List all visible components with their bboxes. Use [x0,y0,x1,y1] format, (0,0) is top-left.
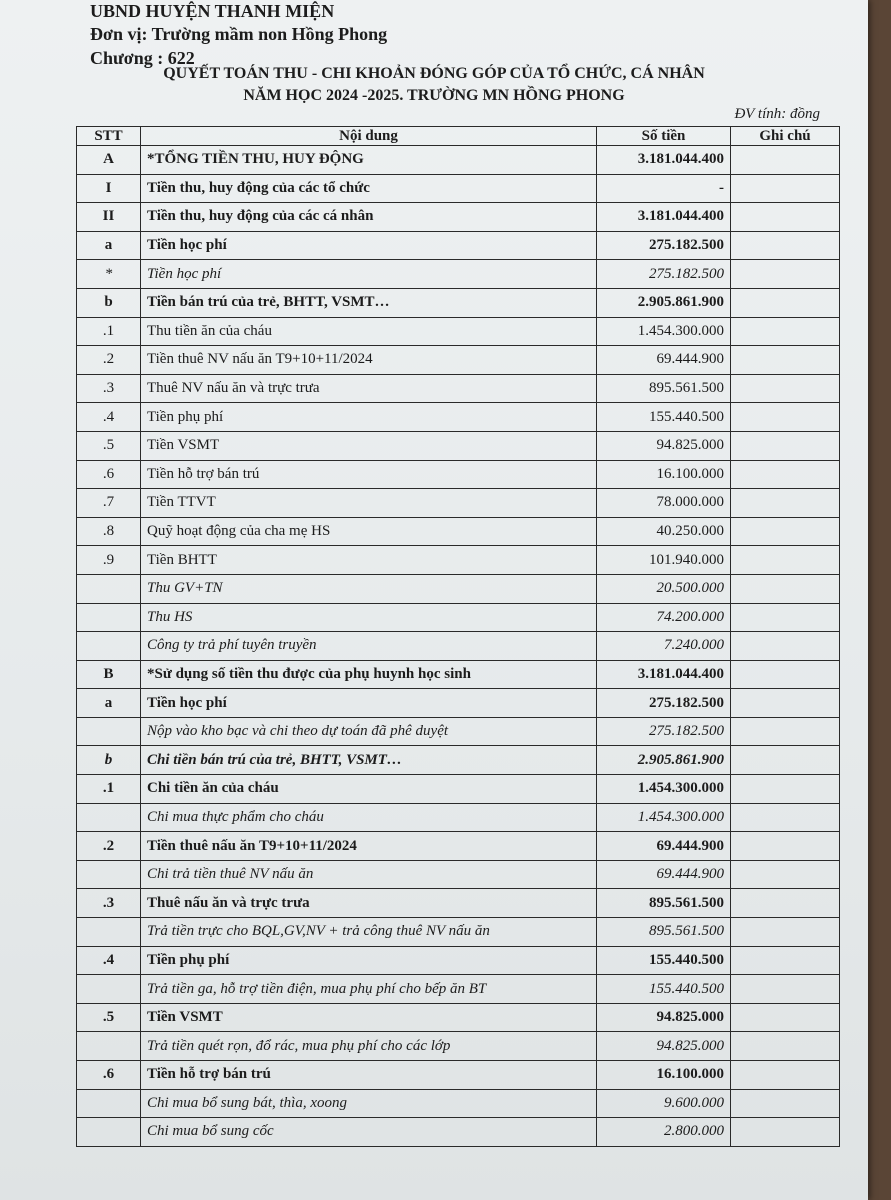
table-row [77,374,840,403]
row-stt-cell: b [77,288,141,317]
table-row [77,975,840,1004]
row-content-cell: Tiền thu, huy động của các tổ chức [141,174,597,203]
row-note-cell [731,346,840,375]
row-content-cell: Tiền BHTT [141,546,597,575]
row-amount-cell: 101.940.000 [597,546,731,575]
row-content-cell: Tiền phụ phí [141,946,597,975]
table-row [77,946,840,975]
row-stt-cell [77,1089,141,1118]
row-stt-cell: .8 [77,517,141,546]
row-amount-cell: 155.440.500 [597,975,731,1004]
row-content-cell: Nộp vào kho bạc và chi theo dự toán đã phê duyệt [141,717,597,746]
table-row [77,1089,840,1118]
row-content-cell: Quỹ hoạt động của cha mẹ HS [141,517,597,546]
row-stt-cell [77,632,141,661]
row-stt-cell [77,1118,141,1147]
row-content-cell: Tiền bán trú của trẻ, BHTT, VSMT… [141,288,597,317]
row-content-cell: Trả tiền trực cho BQL,GV,NV + trả công thuê NV nấu ăn [141,918,597,947]
row-note-cell [731,860,840,889]
row-amount-cell: 1.454.300.000 [597,317,731,346]
row-amount-cell: 895.561.500 [597,374,731,403]
row-content-cell: Trả tiền quét rọn, đổ rác, mua phụ phí cho các lớp [141,1032,597,1061]
row-note-cell [731,1118,840,1147]
row-stt-cell: .9 [77,546,141,575]
row-note-cell [731,374,840,403]
table-row [77,889,840,918]
row-stt-cell: .1 [77,775,141,804]
row-amount-cell: 2.905.861.900 [597,288,731,317]
row-content-cell: Chi mua bổ sung bát, thìa, xoong [141,1089,597,1118]
settlement-table [76,126,840,1147]
row-stt-cell: .3 [77,889,141,918]
currency-unit: ĐV tính: đồng [734,106,820,122]
row-stt-cell: * [77,260,141,289]
row-amount-cell: 1.454.300.000 [597,775,731,804]
row-stt-cell [77,803,141,832]
table-row [77,288,840,317]
table-row [77,203,840,232]
row-content-cell: Trả tiền ga, hỗ trợ tiền điện, mua phụ phí cho bếp ăn BT [141,975,597,1004]
row-amount-cell: 895.561.500 [597,918,731,947]
table-row [77,146,840,175]
row-content-cell: Tiền học phí [141,260,597,289]
row-note-cell [731,946,840,975]
row-note-cell [731,317,840,346]
row-note-cell [731,546,840,575]
row-amount-cell: 275.182.500 [597,689,731,718]
row-note-cell [731,632,840,661]
row-note-cell [731,889,840,918]
row-content-cell: Thu tiền ăn của cháu [141,317,597,346]
row-content-cell: *Sử dụng số tiền thu được của phụ huynh học sinh [141,660,597,689]
table-row [77,832,840,861]
row-note-cell [731,1032,840,1061]
table-row [77,574,840,603]
table-row [77,1032,840,1061]
row-note-cell [731,260,840,289]
row-stt-cell: .5 [77,1003,141,1032]
row-note-cell [731,403,840,432]
row-content-cell: Chi tiền ăn của cháu [141,775,597,804]
row-content-cell: Thu HS [141,603,597,632]
table-row [77,1003,840,1032]
row-amount-cell: 1.454.300.000 [597,803,731,832]
row-content-cell: Tiền VSMT [141,431,597,460]
row-content-cell: Chi mua bổ sung cốc [141,1118,597,1147]
table-row [77,603,840,632]
table-row [77,489,840,518]
row-amount-cell: 7.240.000 [597,632,731,661]
row-content-cell: Tiền hỗ trợ bán trú [141,1061,597,1090]
row-stt-cell [77,860,141,889]
row-stt-cell: A [77,146,141,175]
row-note-cell [731,231,840,260]
row-stt-cell [77,975,141,1004]
row-stt-cell [77,717,141,746]
table-row [77,660,840,689]
table-row [77,346,840,375]
table-row [77,546,840,575]
row-amount-cell: 40.250.000 [597,517,731,546]
row-content-cell: Tiền VSMT [141,1003,597,1032]
row-stt-cell: .2 [77,832,141,861]
row-content-cell: Chi tiền bán trú của trẻ, BHTT, VSMT… [141,746,597,775]
row-note-cell [731,1003,840,1032]
chapter-code: Chương : 622 [90,48,195,68]
agency-name: UBND HUYỆN THANH MIỆN [90,1,335,21]
row-content-cell: Tiền thuê NV nấu ăn T9+10+11/2024 [141,346,597,375]
row-stt-cell: .7 [77,489,141,518]
row-amount-cell: 20.500.000 [597,574,731,603]
row-note-cell [731,174,840,203]
row-stt-cell [77,574,141,603]
unit-name: Đơn vị: Trường mầm non Hồng Phong [90,24,388,44]
table-row [77,689,840,718]
row-amount-cell: 155.440.500 [597,946,731,975]
row-stt-cell: a [77,689,141,718]
row-stt-cell [77,603,141,632]
row-stt-cell: b [77,746,141,775]
row-note-cell [731,918,840,947]
row-amount-cell: 155.440.500 [597,403,731,432]
row-content-cell: Chi mua thực phẩm cho cháu [141,803,597,832]
row-content-cell: Tiền thuê nấu ăn T9+10+11/2024 [141,832,597,861]
column-header-content: Nội dung [141,127,597,146]
row-amount-cell: 3.181.044.400 [597,146,731,175]
table-row [77,231,840,260]
row-note-cell [731,574,840,603]
row-amount-cell: 94.825.000 [597,1032,731,1061]
row-note-cell [731,603,840,632]
row-amount-cell: 94.825.000 [597,1003,731,1032]
row-stt-cell [77,1032,141,1061]
row-content-cell: Tiền thu, huy động của các cá nhân [141,203,597,232]
row-content-cell: Công ty trả phí tuyên truyền [141,632,597,661]
row-content-cell: Tiền TTVT [141,489,597,518]
row-note-cell [731,717,840,746]
table-row [77,174,840,203]
table-row [77,775,840,804]
column-header-note: Ghi chú [731,127,840,146]
row-note-cell [731,489,840,518]
row-note-cell [731,460,840,489]
report-title: QUYẾT TOÁN THU - CHI KHOẢN ĐÓNG GÓP CỦA TỔ CHỨC, CÁ NHÂN [163,65,705,82]
row-note-cell [731,1061,840,1090]
row-amount-cell: 9.600.000 [597,1089,731,1118]
table-row [77,317,840,346]
row-stt-cell: .6 [77,460,141,489]
row-note-cell [731,975,840,1004]
table-row [77,431,840,460]
row-stt-cell: I [77,174,141,203]
row-note-cell [731,660,840,689]
row-stt-cell: .1 [77,317,141,346]
row-note-cell [731,431,840,460]
row-note-cell [731,775,840,804]
row-note-cell [731,1089,840,1118]
row-stt-cell [77,918,141,947]
row-amount-cell: 895.561.500 [597,889,731,918]
table-row [77,403,840,432]
table-row [77,260,840,289]
row-content-cell: Thu GV+TN [141,574,597,603]
row-content-cell: Tiền phụ phí [141,403,597,432]
report-subtitle: NĂM HỌC 2024 -2025. TRƯỜNG MN HỒNG PHONG [243,87,625,104]
row-stt-cell: B [77,660,141,689]
row-amount-cell: 74.200.000 [597,603,731,632]
row-note-cell [731,689,840,718]
row-note-cell [731,203,840,232]
table-row [77,746,840,775]
row-note-cell [731,832,840,861]
row-amount-cell: 275.182.500 [597,260,731,289]
row-amount-cell: 69.444.900 [597,346,731,375]
row-amount-cell: 16.100.000 [597,460,731,489]
row-content-cell: Thuê NV nấu ăn và trực trưa [141,374,597,403]
row-amount-cell: 275.182.500 [597,717,731,746]
table-row [77,803,840,832]
row-amount-cell: 3.181.044.400 [597,203,731,232]
row-content-cell: Tiền học phí [141,231,597,260]
row-amount-cell: 275.182.500 [597,231,731,260]
row-stt-cell: a [77,231,141,260]
row-amount-cell: 3.181.044.400 [597,660,731,689]
row-note-cell [731,803,840,832]
column-header-stt: STT [77,127,141,146]
table-row [77,460,840,489]
row-amount-cell: - [597,174,731,203]
row-content-cell: *TỔNG TIỀN THU, HUY ĐỘNG [141,146,597,175]
row-stt-cell: .5 [77,431,141,460]
row-note-cell [731,517,840,546]
row-amount-cell: 78.000.000 [597,489,731,518]
row-content-cell: Chi trả tiền thuê NV nấu ăn [141,860,597,889]
row-amount-cell: 2.800.000 [597,1118,731,1147]
row-content-cell: Tiền hỗ trợ bán trú [141,460,597,489]
row-amount-cell: 69.444.900 [597,860,731,889]
row-stt-cell: .2 [77,346,141,375]
table-row [77,1118,840,1147]
row-stt-cell: II [77,203,141,232]
table-row [77,632,840,661]
row-note-cell [731,288,840,317]
table-row [77,918,840,947]
table-header-row [77,127,840,146]
row-note-cell [731,746,840,775]
row-stt-cell: .4 [77,403,141,432]
row-amount-cell: 69.444.900 [597,832,731,861]
table-row [77,860,840,889]
row-amount-cell: 16.100.000 [597,1061,731,1090]
table-row [77,717,840,746]
row-stt-cell: .4 [77,946,141,975]
row-stt-cell: .3 [77,374,141,403]
row-content-cell: Thuê nấu ăn và trực trưa [141,889,597,918]
row-stt-cell: .6 [77,1061,141,1090]
row-note-cell [731,146,840,175]
row-content-cell: Tiền học phí [141,689,597,718]
row-amount-cell: 2.905.861.900 [597,746,731,775]
row-amount-cell: 94.825.000 [597,431,731,460]
table-body [77,146,840,1147]
table-row [77,1061,840,1090]
column-header-amount: Số tiền [597,127,731,146]
table-row [77,517,840,546]
